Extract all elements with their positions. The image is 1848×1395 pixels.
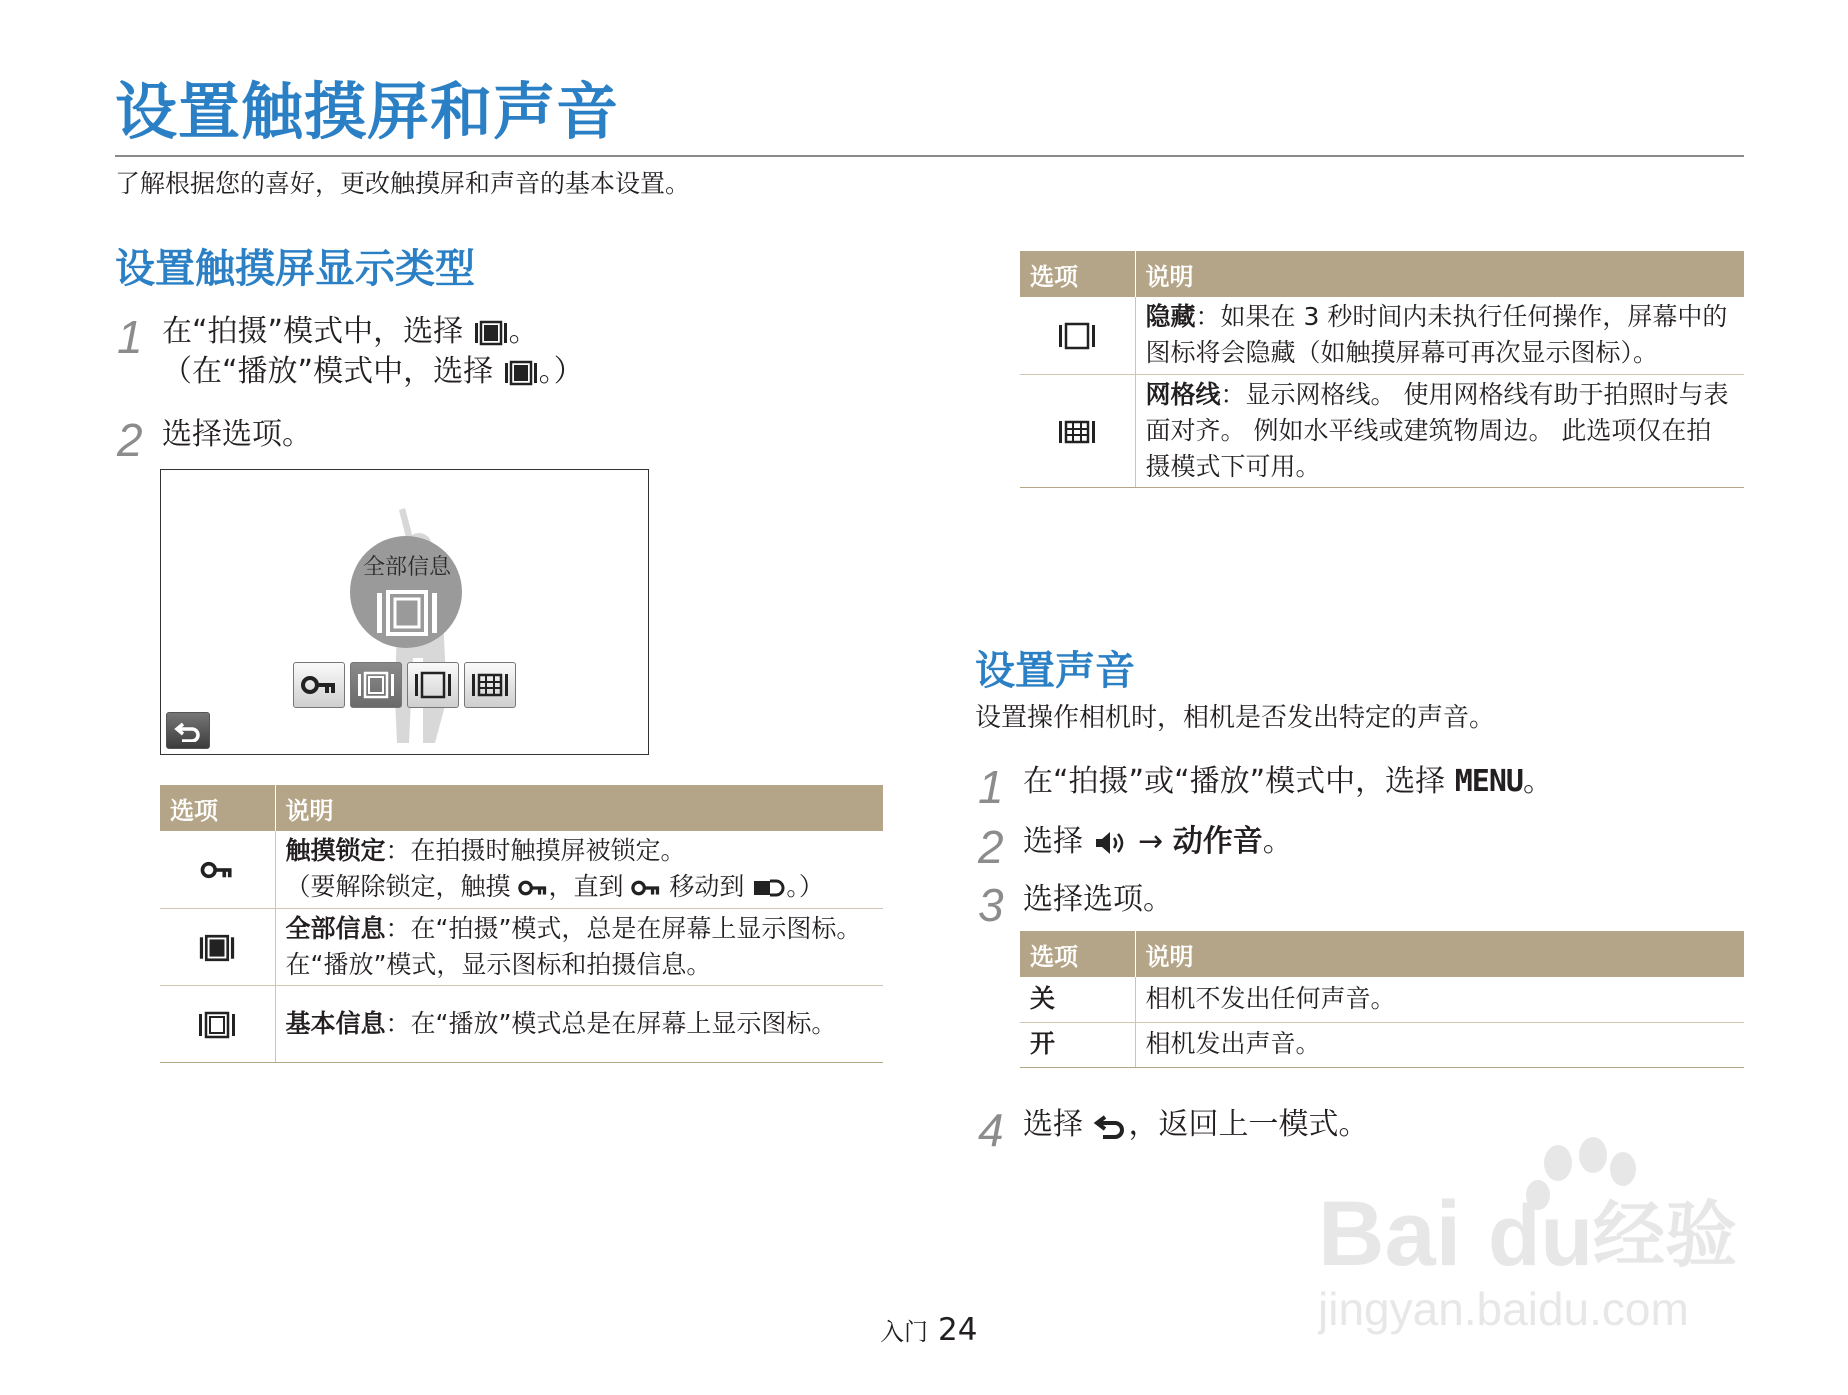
camera-screen-preview: [160, 469, 649, 755]
table-row: [1020, 977, 1744, 1022]
page-footer: [880, 1312, 977, 1348]
step-number: 4: [978, 1104, 1004, 1156]
step-number: 1: [117, 311, 143, 363]
step-text: 选择 ，返回上一模式。: [1023, 1107, 1369, 1142]
page-number: 24: [938, 1312, 978, 1348]
full-info-icon: [197, 933, 237, 963]
sound-table: [1020, 931, 1744, 1068]
key-icon: [200, 860, 234, 880]
page-title: 设置触摸屏和声音: [115, 75, 620, 148]
step-text: 选择 → 动作音。: [1023, 824, 1293, 859]
key-icon: [631, 879, 661, 897]
option-on: 开: [1020, 1022, 1135, 1067]
full-info-icon: [503, 359, 539, 387]
col-header-description: 说明: [1135, 931, 1744, 977]
row-description: 网格线：显示网格线。 使用网格线有助于拍照时与表面对齐。 例如水平线或建筑物周边。 此选项仅在拍摄模式下可用。: [1135, 374, 1744, 488]
watermark-url: jingyan.baidu.com: [1318, 1283, 1689, 1335]
col-header-option: 选项: [160, 785, 275, 831]
full-info-icon: [473, 319, 509, 347]
bubble-label: 全部信息: [362, 555, 451, 580]
step-text: 选择选项。: [1023, 882, 1173, 917]
grid-icon: [1057, 417, 1097, 447]
key-icon: [301, 674, 337, 696]
table-row: [1020, 297, 1744, 374]
basic-info-button[interactable]: [350, 662, 402, 708]
option-off: 关: [1020, 977, 1135, 1022]
baidu-jingyan-watermark: [1318, 1135, 1748, 1335]
row-description: 相机发出声音。: [1135, 1022, 1744, 1067]
display-type-table-continued: [1020, 251, 1744, 488]
table-row: [160, 908, 883, 986]
title-divider: [115, 155, 1744, 157]
back-button[interactable]: [166, 712, 210, 749]
page-intro: 了解根据您的喜好，更改触摸屏和声音的基本设置。: [115, 169, 691, 198]
watermark-brand2: du: [1488, 1188, 1594, 1284]
col-header-option: 选项: [1020, 931, 1135, 977]
table-row: [160, 831, 883, 908]
section-heading-sound: 设置声音: [975, 648, 1135, 694]
row-description: 隐藏：如果在 3 秒时间内未执行任何操作，屏幕中的图标将会隐藏（如触摸屏幕可再次显示图标）。: [1135, 297, 1744, 374]
col-header-description: 说明: [1135, 251, 1744, 297]
col-header-description: 说明: [275, 785, 883, 831]
row-description: 相机不发出任何声音。: [1135, 977, 1744, 1022]
basic-info-icon: [356, 670, 396, 700]
basic-info-icon: [375, 588, 439, 638]
step-text: 在“拍摄”模式中，选择 。: [162, 314, 539, 349]
sound-intro: 设置操作相机时，相机是否发出特定的声音。: [975, 703, 1496, 733]
hide-icon: [413, 670, 453, 700]
table-row: [1020, 1022, 1744, 1067]
section-heading-display-type: 设置触摸屏显示类型: [115, 246, 475, 292]
step-text-note: （在“播放”模式中，选择 。）: [162, 354, 584, 389]
step-number: 2: [978, 821, 1004, 873]
table-row: [160, 986, 883, 1063]
watermark-cn: 经验: [1593, 1193, 1738, 1277]
step-text: 在“拍摄”或“播放”模式中，选择 MENU。: [1023, 764, 1553, 799]
table-row: [1020, 374, 1744, 488]
row-description: 基本信息：在“播放”模式总是在屏幕上显示图标。: [275, 986, 883, 1063]
watermark-brand: Bai: [1318, 1183, 1462, 1285]
step-number: 3: [978, 879, 1004, 931]
unlock-slot-icon: [752, 878, 786, 898]
display-type-table: [160, 785, 883, 1063]
menu-key: MENU: [1454, 764, 1523, 799]
row-description: 全部信息：在“拍摄”模式，总是在屏幕上显示图标。在“播放”模式，显示图标和拍摄信息。: [275, 908, 883, 986]
touch-lock-button[interactable]: [293, 662, 345, 708]
back-icon: [1093, 1112, 1129, 1140]
row-description: 触摸锁定：在拍摄时触摸屏被锁定。 （要解除锁定，触摸 ，直到 移动到 。）: [275, 831, 883, 908]
col-header-option: 选项: [1020, 251, 1135, 297]
basic-info-icon: [197, 1010, 237, 1040]
footer-section: 入门: [880, 1318, 928, 1346]
grid-icon: [470, 670, 510, 700]
step-number: 1: [978, 761, 1004, 813]
speaker-icon: [1093, 829, 1129, 857]
back-icon: [174, 720, 202, 742]
step-number: 2: [117, 414, 143, 466]
key-icon: [518, 879, 548, 897]
step-text: 选择选项。: [162, 417, 312, 452]
hide-button[interactable]: [407, 662, 459, 708]
grid-button[interactable]: [464, 662, 516, 708]
hide-icon: [1057, 321, 1097, 351]
